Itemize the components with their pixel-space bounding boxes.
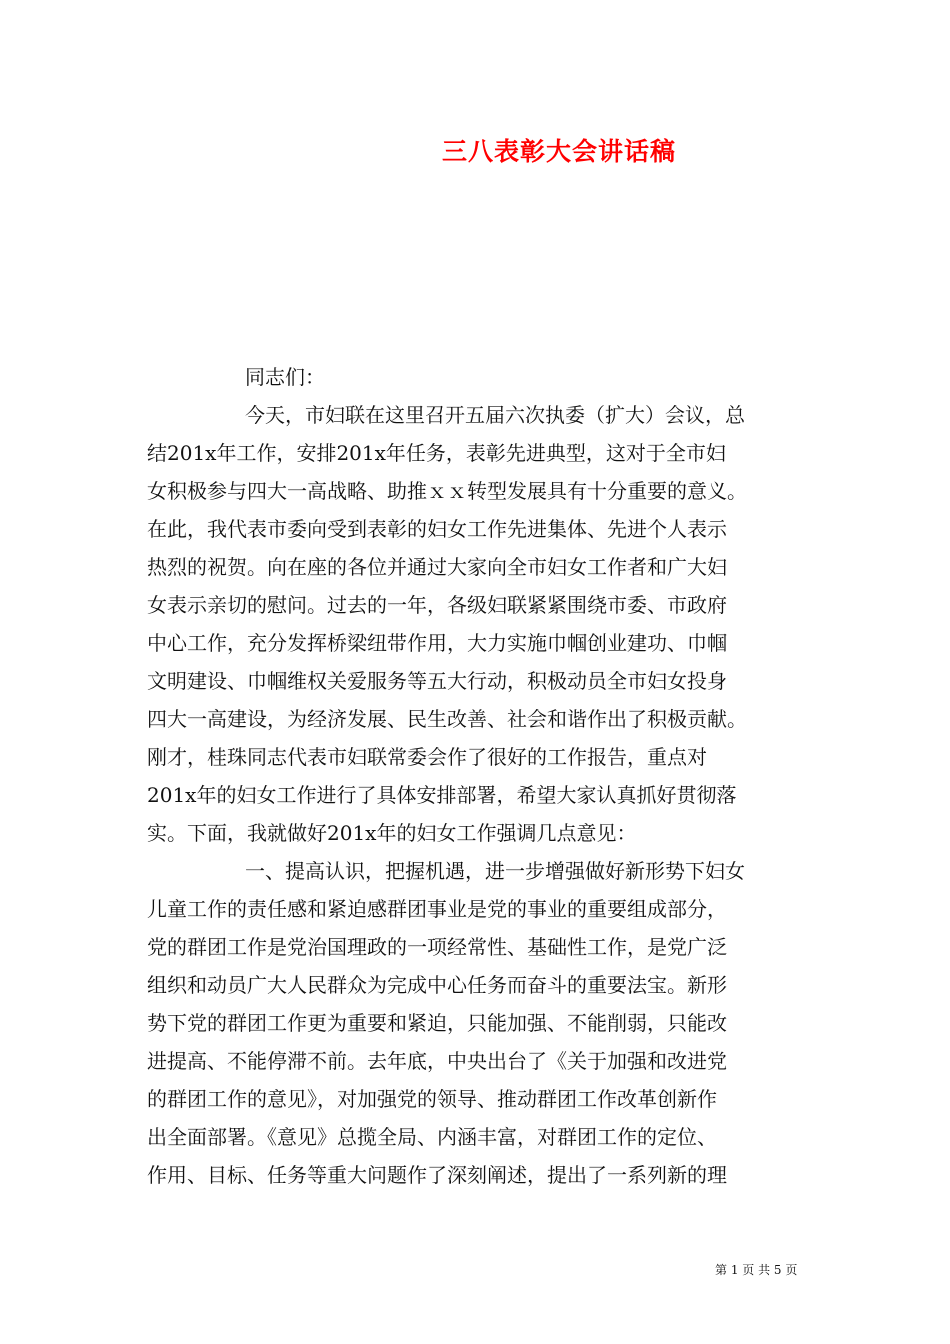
document-title: 三八表彰大会讲话稿 [441,137,676,166]
paragraph-line: 女积极参与四大一高战略、助推ｘｘ转型发展具有十分重要的意义。 [147,479,747,503]
paragraph-line: 势下党的群团工作更为重要和紧迫，只能加强、不能削弱，只能改 [147,1011,727,1035]
document-body [147,358,815,1194]
paragraph-line: 女表示亲切的慰问。过去的一年，各级妇联紧紧围绕市委、市政府 [147,593,727,617]
paragraph-line: 结201x年工作，安排201x年任务，表彰先进典型，这对于全市妇 [147,441,726,465]
paragraph-line: 201x年的妇女工作进行了具体安排部署，希望大家认真抓好贯彻落 [147,783,737,807]
paragraph-line: 进提高、不能停滞不前。去年底，中央出台了《关于加强和改进党 [147,1049,727,1073]
paragraph-line: 在此，我代表市委向受到表彰的妇女工作先进集体、先进个人表示 [147,517,727,541]
paragraph-line: 文明建设、巾帼维权关爱服务等五大行动，积极动员全市妇女投身 [147,669,727,693]
paragraph-line: 四大一高建设，为经济发展、民生改善、社会和谐作出了积极贡献。 [147,707,747,731]
paragraph-line: 党的群团工作是党治国理政的一项经常性、基础性工作，是党广泛 [147,935,727,959]
paragraph-line: 出全面部署。《意见》总揽全局、内涵丰富，对群团工作的定位、 [147,1125,717,1149]
paragraph-line: 今天，市妇联在这里召开五届六次执委（扩大）会议，总 [245,403,745,427]
page-number-footer: 第 1 页 共 5 页 [715,1263,798,1277]
paragraph-line: 作用、目标、任务等重大问题作了深刻阐述，提出了一系列新的理 [147,1163,727,1187]
paragraph-line: 实。下面，我就做好201x年的妇女工作强调几点意见： [147,821,637,845]
section-heading-line: 一、提高认识，把握机遇，进一步增强做好新形势下妇女 [245,859,745,883]
paragraph-line: 热烈的祝贺。向在座的各位并通过大家向全市妇女工作者和广大妇 [147,555,727,579]
paragraph-line: 儿童工作的责任感和紧迫感群团事业是党的事业的重要组成部分， [147,897,727,921]
paragraph-line: 刚才，桂珠同志代表市妇联常委会作了很好的工作报告，重点对 [147,745,707,769]
salutation-line: 同志们： [245,365,325,389]
paragraph-line: 组织和动员广大人民群众为完成中心任务而奋斗的重要法宝。新形 [147,973,727,997]
paragraph-line: 的群团工作的意见》，对加强党的领导、推动群团工作改革创新作 [147,1087,717,1111]
paragraph-line: 中心工作，充分发挥桥梁纽带作用，大力实施巾帼创业建功、巾帼 [147,631,727,655]
